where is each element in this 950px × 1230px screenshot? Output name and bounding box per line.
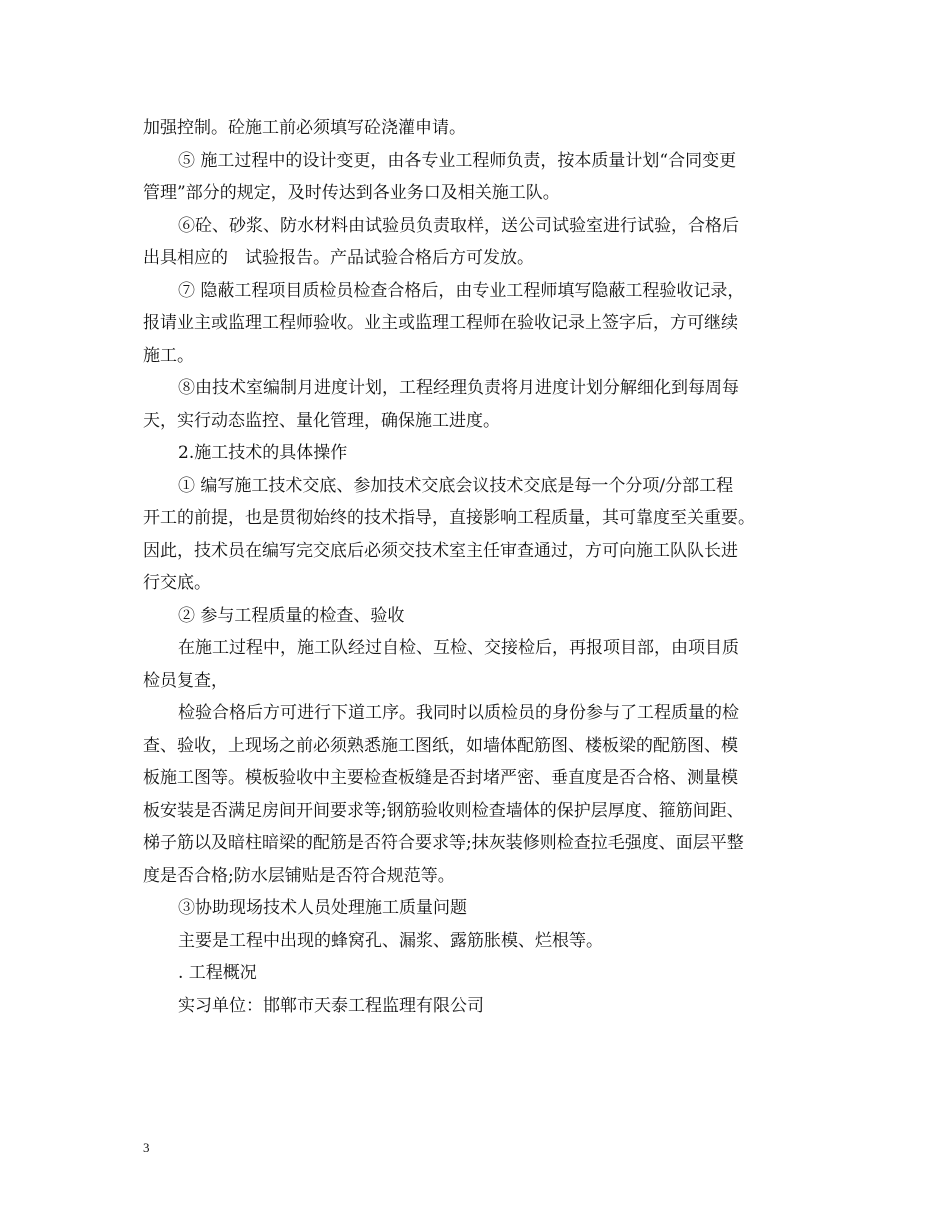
text-line: ⑧由技术室编制月进度计划，工程经理负责将月进度计划分解细化到每周每 <box>178 378 739 398</box>
text-line: 出具相应的 试验报告。产品试验合格后方可发放。 <box>143 248 534 268</box>
text-line: 实习单位：邯郸市天泰工程监理有限公司 <box>178 995 484 1016</box>
text-line: ③协助现场技术人员处理施工质量问题 <box>178 898 467 918</box>
text-line: 查、验收，上现场之前必须熟悉施工图纸，如墙体配筋图、楼板梁的配筋图、模 <box>143 735 738 756</box>
text-line: 梯子筋以及暗柱暗梁的配筋是否符合要求等;抹灰装修则检查拉毛强度、面层平整 <box>143 833 744 853</box>
text-line: 板施工图等。模板验收中主要检查板缝是否封堵严密、垂直度是否合格、测量模 <box>143 768 738 788</box>
text-line: 施工。 <box>143 345 194 366</box>
text-line: ⑤ 施工过程中的设计变更，由各专业工程师负责，按本质量计划“合同变更 <box>178 150 737 171</box>
text-line: 主要是工程中出现的蜂窝孔、漏浆、露筋胀模、烂根等。 <box>178 930 603 951</box>
text-line: 因此，技术员在编写完交底后必须交技术室主任审查通过，方可向施工队队长进 <box>143 540 738 561</box>
text-line: 加强控制。砼施工前必须填写砼浇灌申请。 <box>143 118 466 138</box>
text-line: ① 编写施工技术交底、参加技术交底会议技术交底是每一个分项/分部工程 <box>178 475 734 496</box>
text-line: 在施工过程中，施工队经过自检、互检、交接检后，再报项目部，由项目质 <box>178 638 739 658</box>
text-line: . 工程概况 <box>178 963 257 983</box>
page-number: 3 <box>143 1140 150 1155</box>
text-line: ② 参与工程质量的检查、验收 <box>178 605 405 626</box>
text-line: 检员复查， <box>143 670 228 691</box>
text-line: 2.施工技术的具体操作 <box>178 443 348 463</box>
text-line: 开工的前提，也是贯彻始终的技术指导，直接影响工程质量，其可靠度至关重要。 <box>143 508 755 528</box>
text-line: 行交底。 <box>143 573 211 593</box>
text-line: 天，实行动态监控、量化管理，确保施工进度。 <box>143 410 500 431</box>
text-line: 检验合格后方可进行下道工序。我同时以质检员的身份参与了工程质量的检 <box>178 703 739 723</box>
text-line: 管理”部分的规定，及时传达到各业务口及相关施工队。 <box>143 183 560 203</box>
text-line: 板安装是否满足房间开间要求等;钢筋验收则检查墙体的保护层厚度、箍筋间距、 <box>143 800 744 821</box>
text-line: ⑦ 隐蔽工程项目质检员检查合格后，由专业工程师填写隐蔽工程验收记录， <box>178 280 745 301</box>
text-line: 报请业主或监理工程师验收。业主或监理工程师在验收记录上签字后，方可继续 <box>143 313 738 333</box>
document-body <box>143 112 823 1022</box>
text-line: 度是否合格;防水层铺贴是否符合规范等。 <box>143 865 455 886</box>
text-line: ⑥砼、砂浆、防水材料由试验员负责取样，送公司试验室进行试验，合格后 <box>178 215 739 236</box>
